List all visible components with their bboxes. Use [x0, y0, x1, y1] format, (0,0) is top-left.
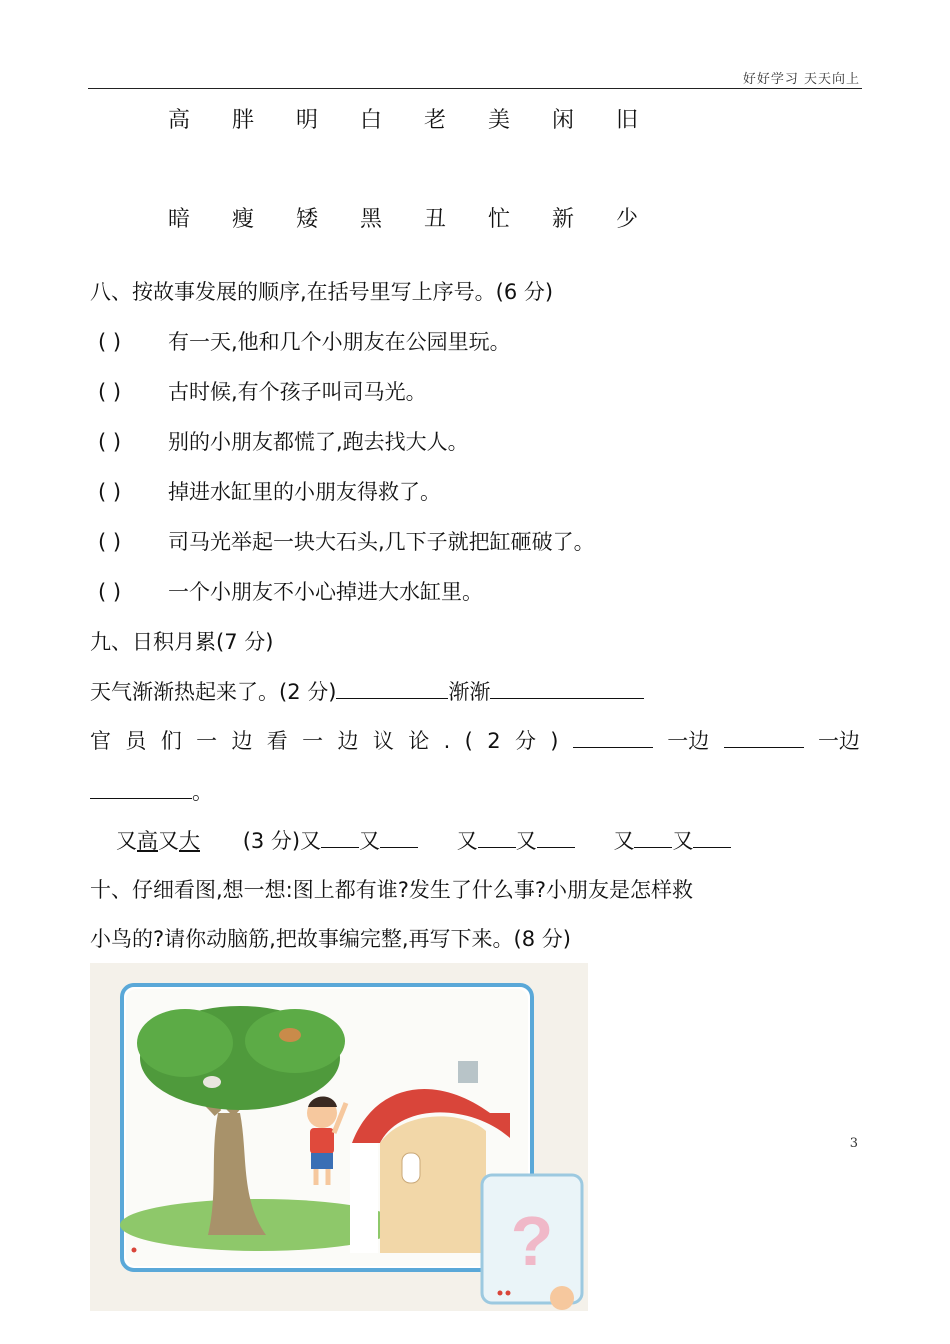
q3-you: 又: [456, 829, 478, 853]
section9-q2-cont: [90, 776, 213, 806]
boy-shirt: [310, 1128, 334, 1154]
word: 暗: [168, 207, 191, 232]
q2-char: 官: [90, 729, 111, 753]
q3-you: 又: [359, 829, 381, 853]
sequence-text: 古时候,有个孩子叫司马光。: [168, 380, 427, 404]
q3-you: 又: [613, 829, 635, 853]
word-row-1: [168, 103, 680, 134]
q2-yibian: 一边: [667, 729, 710, 753]
word: 矮: [296, 207, 319, 232]
q2-char: 一: [196, 729, 218, 753]
q3-you: 又: [158, 829, 179, 853]
bird: [203, 1076, 221, 1088]
sequence-item: [98, 526, 595, 556]
section9-title: 九、日积月累(7 分): [90, 630, 274, 654]
word: 白: [360, 108, 383, 133]
answer-blank[interactable]: [478, 827, 516, 848]
sequence-item: [98, 476, 441, 506]
answer-blank[interactable]: [380, 827, 418, 848]
sequence-item: [98, 576, 483, 606]
q2-char: (: [464, 729, 473, 753]
answer-blank[interactable]: [634, 827, 672, 848]
q2-char: .: [443, 729, 451, 753]
q3-you: 又: [300, 829, 322, 853]
red-dot: [506, 1291, 511, 1296]
answer-paren[interactable]: ( ): [98, 430, 122, 454]
house-window: [402, 1153, 420, 1183]
answer-paren[interactable]: ( ): [98, 480, 122, 504]
q2-char: 论: [408, 729, 430, 753]
q2-char: 边: [337, 729, 359, 753]
answer-paren[interactable]: ( ): [98, 380, 122, 404]
word: 闲: [552, 108, 575, 133]
sequence-item: [98, 426, 469, 456]
q1-prefix: 天气渐渐热起来了。(2 分): [90, 680, 337, 704]
q2-char: ): [550, 729, 559, 753]
answer-blank[interactable]: [724, 727, 804, 748]
q3-score: (3 分): [242, 829, 301, 853]
q2-char: 看: [266, 729, 288, 753]
answer-blank[interactable]: [693, 827, 731, 848]
q3-you: 又: [116, 829, 137, 853]
word: 旧: [616, 108, 639, 133]
answer-blank[interactable]: [321, 827, 359, 848]
q3-gao: 高: [137, 829, 158, 853]
answer-blank[interactable]: [573, 727, 653, 748]
answer-blank[interactable]: [490, 678, 644, 699]
q2-char: 议: [372, 729, 394, 753]
q2-char: 一: [302, 729, 324, 753]
word-row-2: [168, 202, 680, 233]
answer-paren[interactable]: ( ): [98, 580, 122, 604]
q2-char: 2: [487, 729, 501, 753]
red-dot: [498, 1291, 503, 1296]
sequence-text: 掉进水缸里的小朋友得救了。: [168, 480, 441, 504]
bird-nest: [279, 1028, 301, 1042]
section9-q2: [90, 725, 860, 755]
sequence-text: 司马光举起一块大石头,几下子就把缸砸破了。: [168, 530, 595, 554]
word: 忙: [488, 207, 511, 232]
answer-blank[interactable]: [336, 678, 448, 699]
question-mark: ?: [510, 1202, 554, 1280]
section10-line2: 小鸟的?请你动脑筋,把故事编完整,再写下来。(8 分): [90, 927, 571, 951]
sequence-item: [98, 326, 511, 356]
section9-q1: [90, 676, 644, 706]
section8-title: 八、按故事发展的顺序,在括号里写上序号。(6 分): [90, 280, 554, 304]
word: 高: [168, 108, 191, 133]
q3-you: 又: [515, 829, 537, 853]
sequence-text: 别的小朋友都慌了,跑去找大人。: [168, 430, 469, 454]
q2-end: 。: [192, 780, 213, 804]
word: 老: [424, 108, 447, 133]
word: 明: [296, 108, 319, 133]
answer-blank[interactable]: [90, 778, 192, 799]
boy-pants: [311, 1153, 333, 1169]
red-dot: [132, 1248, 137, 1253]
tree-foliage: [137, 1009, 233, 1077]
word: 新: [552, 207, 575, 232]
header-rule: [88, 88, 862, 89]
word: 胖: [232, 108, 255, 133]
sequence-text: 有一天,他和几个小朋友在公园里玩。: [168, 330, 511, 354]
section9-q3: [116, 825, 731, 855]
answer-paren[interactable]: ( ): [98, 530, 122, 554]
q3-da: 大: [179, 829, 200, 853]
word: 美: [488, 108, 511, 133]
section10-line1: 十、仔细看图,想一想:图上都有谁?发生了什么事?小朋友是怎样救: [90, 878, 694, 902]
q2-char: 分: [514, 729, 536, 753]
word: 黑: [360, 207, 383, 232]
story-picture: [90, 963, 588, 1311]
word: 瘦: [232, 207, 255, 232]
answer-paren[interactable]: ( ): [98, 330, 122, 354]
q2-char: 们: [160, 729, 182, 753]
house-wall: [380, 1116, 486, 1253]
sequence-text: 一个小朋友不小心掉进大水缸里。: [168, 580, 483, 604]
house-side: [350, 1143, 378, 1253]
word: 丑: [424, 207, 447, 232]
cartoon-face: [550, 1286, 574, 1310]
sequence-item: [98, 376, 427, 406]
chimney: [458, 1061, 478, 1083]
q2-yibian: 一边: [817, 729, 860, 753]
q2-char: 员: [125, 729, 147, 753]
header-motto: 好好学习 天天向上: [742, 72, 860, 87]
q2-char: 边: [231, 729, 253, 753]
q1-mid: 渐渐: [448, 680, 491, 704]
page-number: 3: [849, 1136, 858, 1151]
word: 少: [616, 207, 639, 232]
q3-you: 又: [672, 829, 694, 853]
answer-blank[interactable]: [537, 827, 575, 848]
